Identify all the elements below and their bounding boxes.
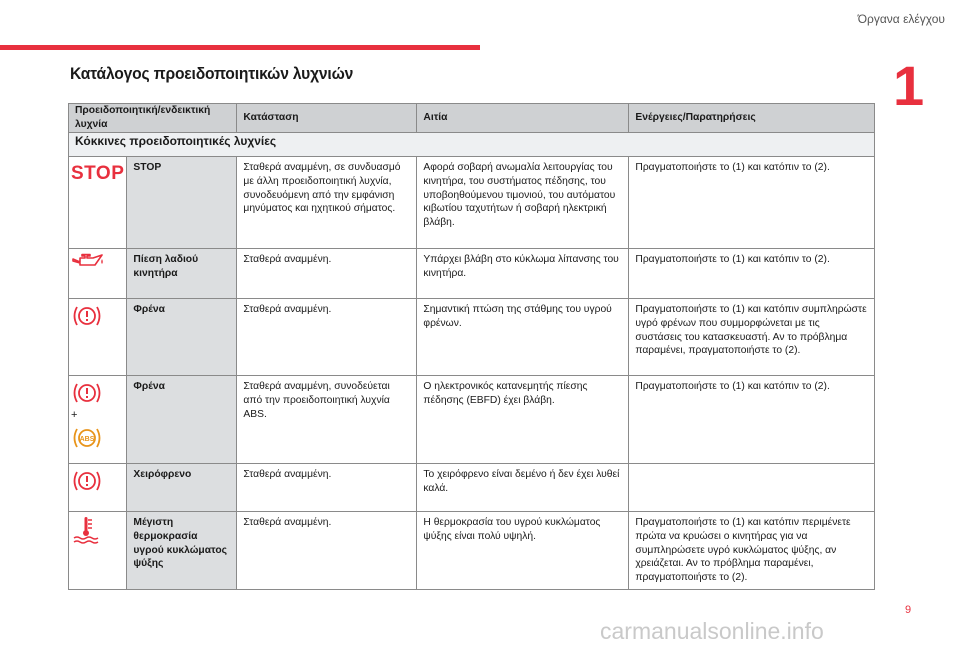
icon-cell: [69, 248, 127, 298]
light-action: [629, 463, 875, 511]
light-cause: Αφορά σοβαρή ανωμαλία λειτουργίας του κινητήρα, του συστήματος πέδησης, του υποβοηθούμενου τιμονιού, του αυτόματου κιβωτίου ταχυτήτων ή σοβαρή ηλεκτρική βλάβη.: [417, 156, 629, 248]
watermark: carmanualsonline.info: [600, 618, 824, 644]
light-state: Σταθερά αναμμένη, σε συνδυασμό με άλλη προειδοποιητική λυχνία, συνοδευόμενη από την εμφάνιση μηνύματος και ηχητικού σήματος.: [237, 156, 417, 248]
table-row: [69, 248, 875, 298]
parking-brake-icon: [71, 468, 103, 494]
light-state: Σταθερά αναμμένη.: [237, 298, 417, 375]
table-row: [69, 463, 875, 511]
svg-text:ABS: ABS: [79, 435, 95, 443]
top-accent-bar: [0, 45, 480, 50]
light-name: STOP: [127, 156, 237, 248]
stop-icon: STOP: [71, 162, 125, 184]
oil-can-icon: [71, 253, 105, 271]
section-title: Όργανα ελέγχου: [857, 12, 945, 26]
light-name: Χειρόφρενο: [127, 463, 237, 511]
light-action: Πραγματοποιήστε το (1) και κατόπιν το (2).: [629, 248, 875, 298]
light-name: Μέγιστη θερμοκρασία υγρού κυκλώματος ψύξης: [127, 511, 237, 589]
light-name: Φρένα: [127, 375, 237, 463]
icon-cell: [69, 463, 127, 511]
light-action: Πραγματοποιήστε το (1) και κατόπιν το (2).: [629, 375, 875, 463]
section-label: Κόκκινες προειδοποιητικές λυχνίες: [69, 132, 875, 156]
light-action: Πραγματοποιήστε το (1) και κατόπιν συμπληρώστε υγρό φρένων που συμμορφώνεται με τις συστάσεις του κατασκευαστή. Αν το πρόβλημα παραμένει, πραγματοποιήστε το (2).: [629, 298, 875, 375]
icon-cell: [69, 156, 127, 248]
chapter-number: 1: [893, 54, 925, 117]
table-row: [69, 375, 875, 463]
table-row: [69, 511, 875, 589]
light-action: Πραγματοποιήστε το (1) και κατόπιν το (2).: [629, 156, 875, 248]
light-cause: Υπάρχει βλάβη στο κύκλωμα λίπανσης του κινητήρα.: [417, 248, 629, 298]
table-header-row: [69, 104, 875, 133]
coolant-temperature-icon: [71, 516, 101, 544]
light-state: Σταθερά αναμμένη, συνοδεύεται από την προειδοποιητική λυχνία ABS.: [237, 375, 417, 463]
table-row: [69, 298, 875, 375]
page-title: Κατάλογος προειδοποιητικών λυχνιών: [70, 64, 354, 83]
page-number: 9: [905, 604, 912, 616]
column-header-actions: Ενέργειες/Παρατηρήσεις: [629, 104, 875, 133]
icon-cell: [69, 375, 127, 463]
light-cause: Η θερμοκρασία του υγρού κυκλώματος ψύξης είναι πολύ υψηλή.: [417, 511, 629, 589]
section-row-red-lights: [69, 132, 875, 156]
light-cause: Ο ηλεκτρονικός κατανεμητής πίεσης πέδησης (EBFD) έχει βλάβη.: [417, 375, 629, 463]
light-state: Σταθερά αναμμένη.: [237, 463, 417, 511]
light-cause: Το χειρόφρενο είναι δεμένο ή δεν έχει λυθεί καλά.: [417, 463, 629, 511]
warning-lights-table: [68, 103, 875, 590]
column-header-state: Κατάσταση: [237, 104, 417, 133]
light-state: Σταθερά αναμμένη.: [237, 248, 417, 298]
icon-cell: [69, 511, 127, 589]
plus-sign: +: [71, 408, 78, 421]
light-name: Φρένα: [127, 298, 237, 375]
light-state: Σταθερά αναμμένη.: [237, 511, 417, 589]
abs-icon: [71, 425, 103, 451]
table-row: [69, 156, 875, 248]
column-header-cause: Αιτία: [417, 104, 629, 133]
light-cause: Σημαντική πτώση της στάθμης του υγρού φρένων.: [417, 298, 629, 375]
icon-cell: [69, 298, 127, 375]
brake-warning-icon: [71, 303, 103, 329]
light-action: Πραγματοποιήστε το (1) και κατόπιν περιμένετε πρώτα να κρυώσει ο κινητήρας για να συμπληρώσετε υγρό κυκλώματος ψύξης, αν χρειάζεται. Αν το πρόβλημα παραμένει, πραγματοποιήστε το (2).: [629, 511, 875, 589]
light-name: Πίεση λαδιού κινητήρα: [127, 248, 237, 298]
brake-warning-icon: [71, 380, 103, 406]
column-header-light: Προειδοποιητική/ενδεικτική λυχνία: [69, 104, 237, 133]
